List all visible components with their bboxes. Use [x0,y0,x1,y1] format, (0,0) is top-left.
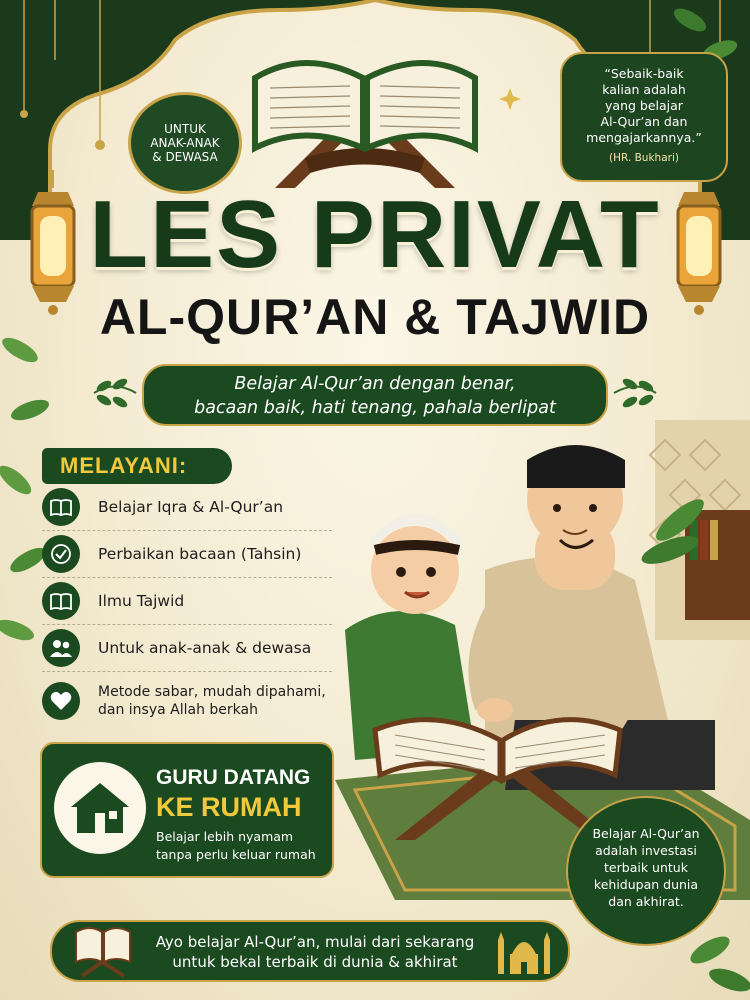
list-item [42,578,332,625]
check-circle-icon [42,535,80,573]
hadith-line: kalian adalah [602,82,686,97]
people-icon [42,629,80,667]
sub-title: AL-QUR’AN & TAJWID [99,289,651,345]
service-label: Untuk anak-anak & dewasa [98,638,312,657]
service-label [98,683,326,719]
services-heading: MELAYANI: [42,448,232,484]
heart-icon [42,682,80,720]
list-item [42,625,332,672]
list-item [42,531,332,578]
hadith-line: mengajarkannya.” [586,130,702,145]
tagline-banner [142,364,608,426]
services-list [42,484,332,730]
home-visit-line-2: KE RUMAH [156,792,302,822]
list-item [42,672,332,730]
home-visit-subtext [156,828,316,864]
open-quran-icon [72,918,134,978]
investment-line: adalah investasi [595,843,697,858]
home-visit-sub-2: tanpa perlu keluar rumah [156,847,316,862]
badge-line-1: UNTUK [164,122,206,136]
home-visit-sub-1: Belajar lebih nyamam [156,829,294,844]
service-label: Perbaikan bacaan (Tahsin) [98,544,302,563]
home-visit-line-1: GURU DATANG [156,766,311,789]
audience-badge [128,92,242,194]
investment-line: Belajar Al-Qur’an [592,826,700,841]
investment-line: terbaik untuk [604,860,688,875]
service-label: Ilmu Tajwid [98,591,185,610]
banner-line-2: untuk bekal terbaik di dunia & akhirat [172,953,458,971]
list-item [42,484,332,531]
open-book-icon [42,488,80,526]
hadith-line: “Sebaik-baik [604,66,684,81]
investment-line: dan akhirat. [608,894,684,909]
investment-line: kehidupan dunia [593,877,699,892]
home-visit-card [40,742,334,878]
tagline-line-2: bacaan baik, hati tenang, pahala berlipat [194,398,556,418]
quran-stand-illustration [245,38,485,188]
hadith-source: (HR. Bukhari) [609,152,679,164]
leaf-ornament-right-icon [612,370,658,416]
house-icon [54,762,146,854]
open-book-icon [42,582,80,620]
leaf-ornament-left-icon [92,370,138,416]
hadith-quote-bubble [560,52,728,182]
main-title: LES PRIVAT [89,181,661,288]
service-label: Belajar Iqra & Al-Qur’an [98,497,284,516]
hadith-line: yang belajar [605,98,683,113]
banner-line-1: Ayo belajar Al-Qur’an, mulai dari sekarang [155,933,475,951]
hadith-line: Al-Qur’an dan [600,114,688,129]
tagline-line-1: Belajar Al-Qur’an dengan benar, [234,374,516,394]
badge-line-3: & DEWASA [152,150,218,164]
mosque-icon [494,924,554,976]
service-label-line-1: Metode sabar, mudah dipahami, [98,684,326,700]
service-label-line-2: dan insya Allah berkah [98,702,258,718]
badge-line-2: ANAK-ANAK [150,136,220,150]
leaves-bottom-right-decoration [680,920,750,1000]
